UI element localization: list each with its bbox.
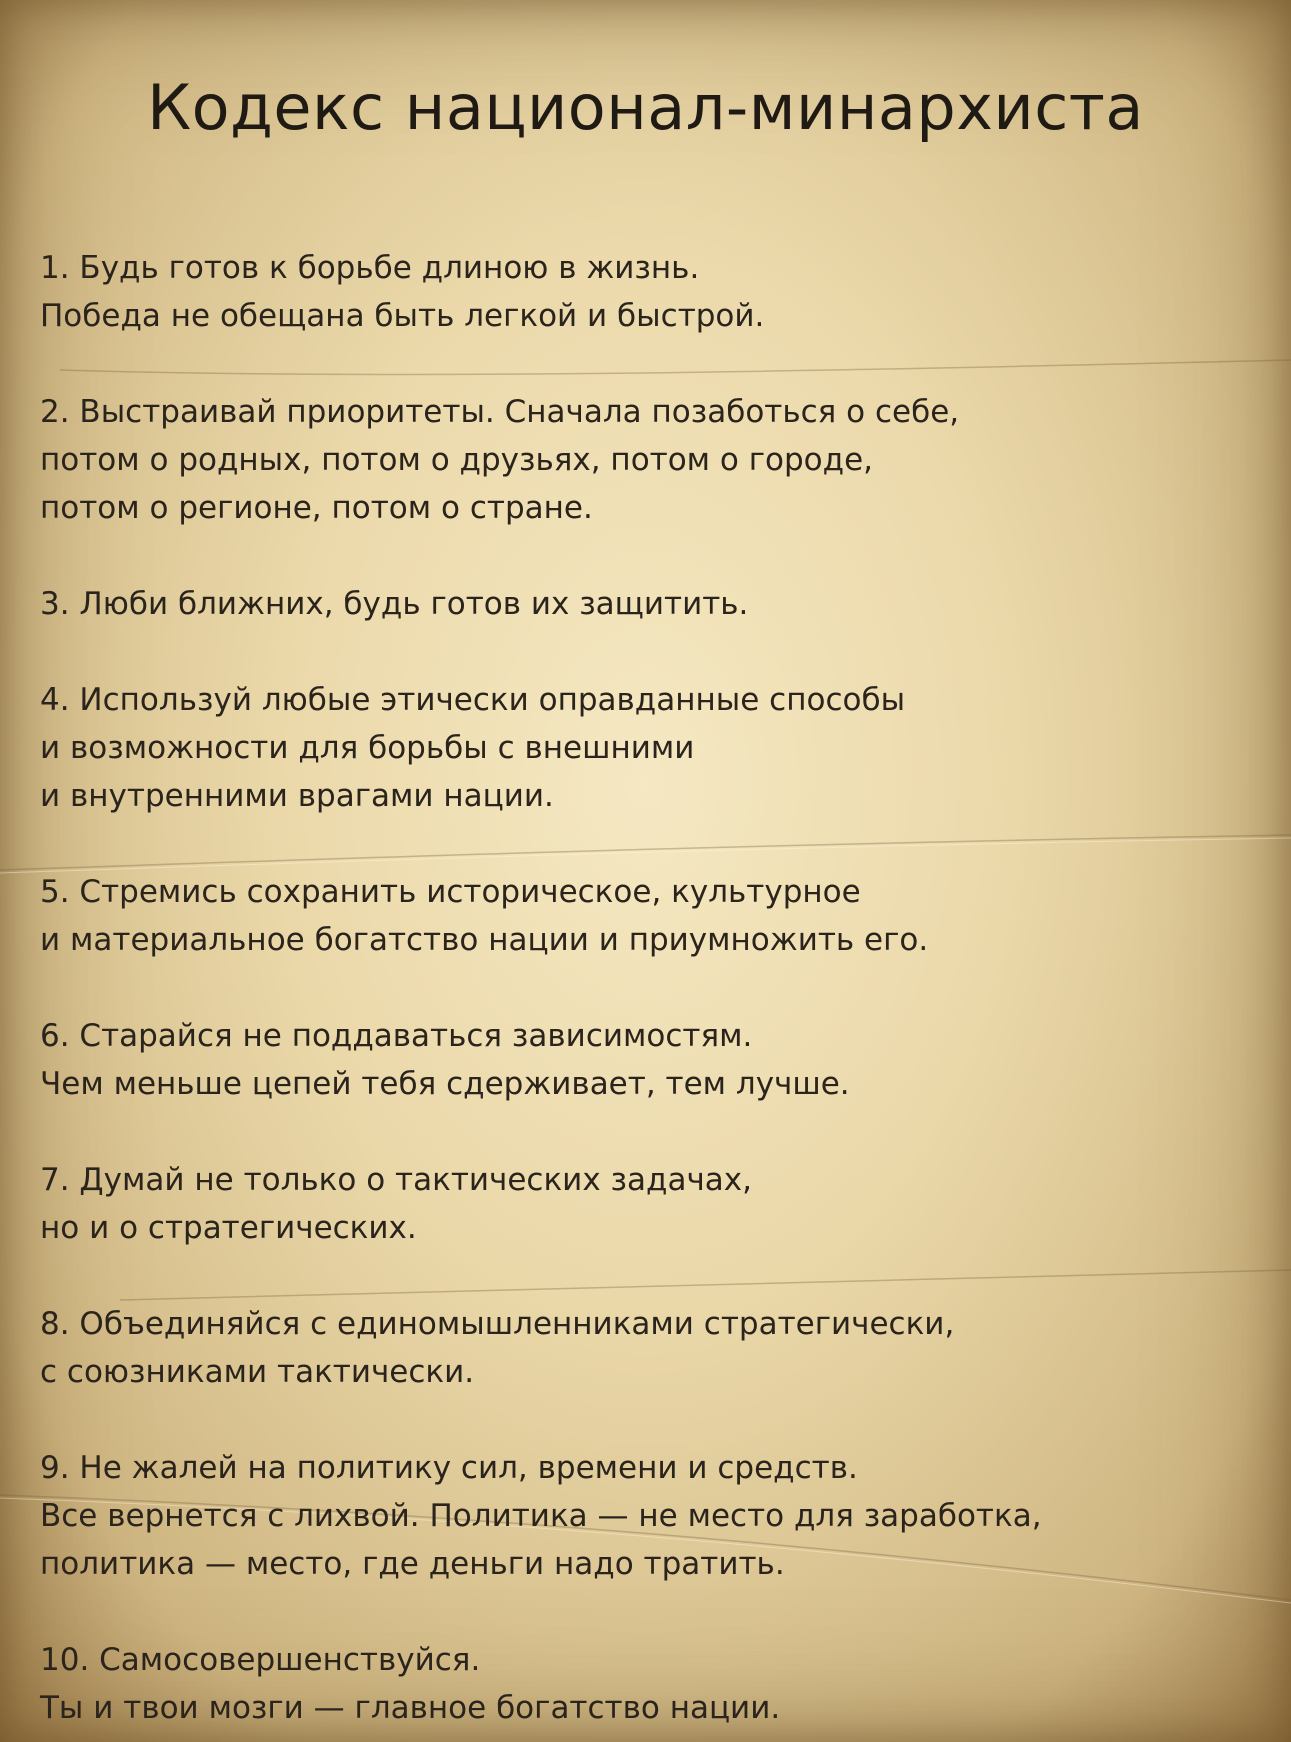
rule-10: 10. Самосовершенствуйся. Ты и твои мозги — главное богатство нации. (40, 1642, 781, 1726)
rule-3: 3. Люби ближних, будь готов их защитить. (40, 586, 749, 622)
rule-list (40, 244, 1220, 1732)
rule-9: 9. Не жалей на политику сил, времени и средств. Все вернется с лихвой. Политика — не место для заработка, политика — место, где деньги надо тратить. (40, 1450, 1042, 1582)
rule-2: 2. Выстраивай приоритеты. Сначала позаботься о себе, потом о родных, потом о друзьях, потом о городе, потом о регионе, потом о стране. (40, 394, 960, 526)
rule-6: 6. Старайся не поддаваться зависимостям. Чем меньше цепей тебя сдерживает, тем лучше. (40, 1018, 850, 1102)
rule-1: 1. Будь готов к борьбе длиною в жизнь. Победа не обещана быть легкой и быстрой. (40, 250, 765, 334)
rule-8: 8. Объединяйся с единомышленниками стратегически, с союзниками тактически. (40, 1306, 955, 1390)
page-title: Кодекс национал-минархиста (147, 71, 1144, 144)
rule-4: 4. Используй любые этически оправданные способы и возможности для борьбы с внешними и внутренними врагами нации. (40, 682, 906, 814)
rule-5: 5. Стремись сохранить историческое, культурное и материальное богатство нации и приумножить его. (40, 874, 929, 958)
rule-7: 7. Думай не только о тактических задачах, но и о стратегических. (40, 1162, 752, 1246)
